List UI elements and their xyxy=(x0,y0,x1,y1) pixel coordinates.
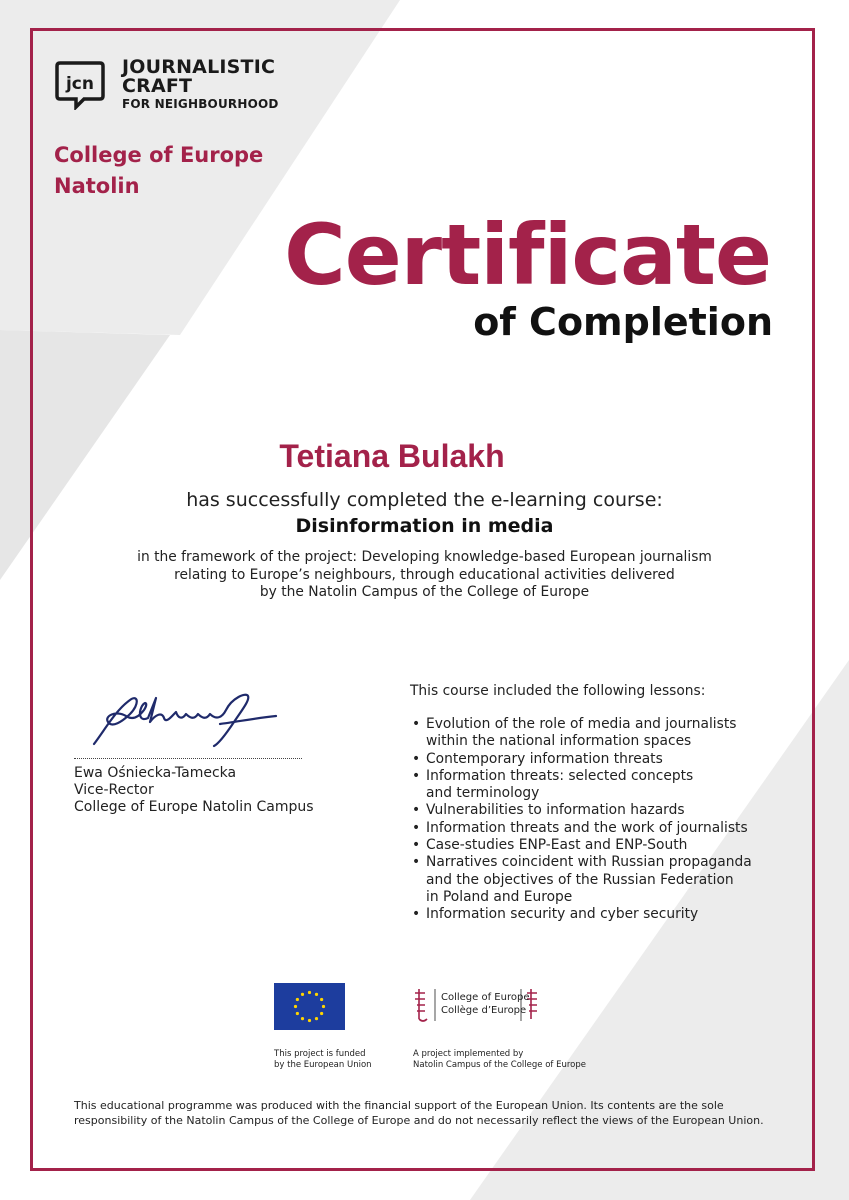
eu-caption-line: by the European Union xyxy=(274,1060,372,1070)
framework-line: by the Natolin Campus of the College of Europe xyxy=(259,584,590,600)
lesson-line: and the objectives of the Russian Federation xyxy=(426,871,734,888)
institution-line-1: College of Europe xyxy=(54,143,264,167)
lesson-line: Information threats: selected concepts xyxy=(426,767,694,784)
bullet-icon: • xyxy=(412,716,421,732)
coe-logo-english: College of Europe xyxy=(441,992,530,1003)
lesson-line: Case-studies ENP-East and ENP-South xyxy=(426,837,688,854)
implementation-caption xyxy=(413,1049,586,1071)
eu-flag-icon xyxy=(274,983,345,1030)
bullet-icon: • xyxy=(412,837,421,854)
eu-star xyxy=(308,1019,311,1022)
lesson-line: Information security and cyber security xyxy=(426,906,699,923)
institution-name xyxy=(54,140,314,202)
disclaimer-line: This educational programme was produced with the financial support of the European Union. Its contents are the sole xyxy=(74,1099,724,1112)
lesson-line: and terminology xyxy=(426,785,540,802)
lesson-item xyxy=(410,802,780,819)
coe-logo-french: Collège d’Europe xyxy=(441,1005,527,1016)
bullet-icon: • xyxy=(412,750,421,767)
coe-caption-line: Natolin Campus of the College of Europe xyxy=(413,1060,586,1070)
eu-star xyxy=(296,998,299,1001)
lesson-item xyxy=(410,837,780,854)
jcn-logo xyxy=(54,58,294,118)
lesson-line: in Poland and Europe xyxy=(426,888,573,905)
bullet-icon: • xyxy=(412,819,421,836)
lesson-item xyxy=(410,906,780,923)
eu-star xyxy=(294,1005,297,1008)
lesson-line: Evolution of the role of media and journalists xyxy=(426,716,737,732)
signatory-organization: College of Europe Natolin Campus xyxy=(74,799,314,815)
eu-star xyxy=(320,998,323,1001)
logo-line-1: JOURNALISTIC xyxy=(122,56,276,78)
logo-line-2: CRAFT xyxy=(122,75,193,97)
framework-line: in the framework of the project: Developing knowledge-based European journalism xyxy=(137,549,712,565)
eu-caption-line: This project is funded xyxy=(274,1049,366,1059)
eu-star xyxy=(301,993,304,996)
eu-star xyxy=(320,1012,323,1015)
lesson-line: Information threats and the work of journalists xyxy=(426,819,748,836)
lesson-item xyxy=(410,716,780,751)
logo-line-3: FOR NEIGHBOURHOOD xyxy=(122,97,279,111)
certificate-subtitle: of Completion xyxy=(473,300,773,344)
signature-icon xyxy=(86,688,296,750)
eu-funding-caption xyxy=(274,1049,372,1071)
lessons-list xyxy=(410,716,780,924)
lessons-intro: This course included the following lessons: xyxy=(410,683,706,699)
lesson-line: Narratives coincident with Russian propaganda xyxy=(426,854,752,871)
project-framework xyxy=(110,549,739,602)
lesson-line: Vulnerabilities to information hazards xyxy=(426,802,685,819)
eu-star xyxy=(322,1005,325,1008)
recipient-name: Tetiana Bulakh xyxy=(279,438,505,474)
lesson-item xyxy=(410,751,780,768)
eu-star xyxy=(315,1017,318,1020)
lesson-item xyxy=(410,820,780,837)
signatory-role: Vice-Rector xyxy=(74,782,154,798)
framework-line: relating to Europe’s neighbours, through educational activities delivered xyxy=(174,566,675,583)
certificate-title: Certificate xyxy=(284,206,771,304)
institution-line-2: Natolin xyxy=(54,174,140,198)
eu-disclaimer xyxy=(74,1098,784,1128)
logo-mark: jcn xyxy=(65,74,95,94)
bullet-icon: • xyxy=(412,906,421,923)
college-of-europe-logo xyxy=(411,983,561,1029)
eu-star xyxy=(308,991,311,994)
bullet-icon: • xyxy=(412,854,421,871)
eu-star xyxy=(296,1012,299,1015)
lesson-item xyxy=(410,768,780,803)
lesson-line: within the national information spaces xyxy=(426,733,692,750)
completion-statement: has successfully completed the e-learning course: xyxy=(186,489,663,511)
bullet-icon: • xyxy=(412,767,421,784)
signatory-block xyxy=(74,765,314,816)
disclaimer-line: responsibility of the Natolin Campus of the College of Europe and do not necessarily reflect the views of the European Union. xyxy=(74,1114,764,1127)
bullet-icon: • xyxy=(412,802,421,819)
lesson-item xyxy=(410,854,780,906)
jcn-logo-icon xyxy=(54,60,106,110)
signatory-name: Ewa Ośniecka-Tamecka xyxy=(74,765,237,781)
signature-line xyxy=(74,758,302,759)
lesson-line: Contemporary information threats xyxy=(426,750,663,767)
coe-caption-line: A project implemented by xyxy=(413,1049,524,1059)
course-name: Disinformation in media xyxy=(295,515,554,537)
eu-star xyxy=(301,1017,304,1020)
eu-star xyxy=(315,993,318,996)
